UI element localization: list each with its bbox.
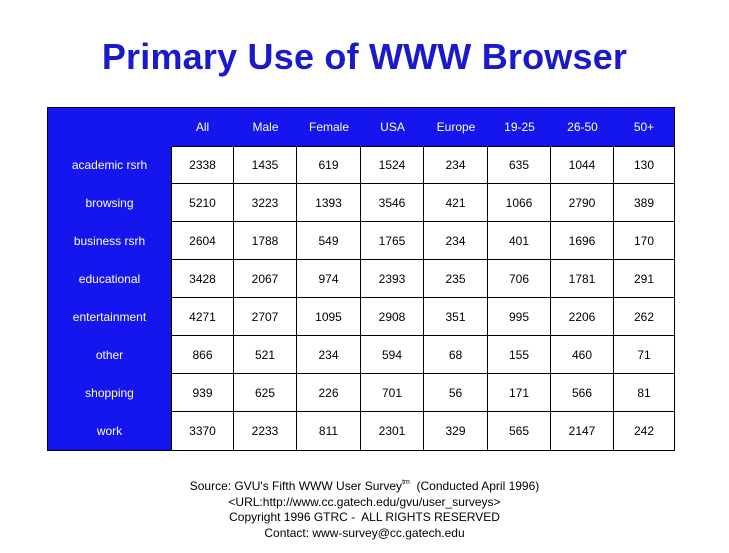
table-cell: 1524 (361, 146, 424, 184)
table-cell: 3223 (234, 184, 297, 222)
table-cell: 2067 (234, 260, 297, 298)
page-title: Primary Use of WWW Browser (101, 36, 628, 77)
table-cell: 2301 (361, 412, 424, 450)
table-cell: 1765 (361, 222, 424, 260)
table-cell: 565 (488, 412, 551, 450)
table-cell: 234 (297, 336, 361, 374)
table-cell: 2908 (361, 298, 424, 336)
table-cell: 56 (424, 374, 488, 412)
table-cell: 81 (614, 374, 674, 412)
table-cell: 2147 (551, 412, 614, 450)
table-cell: 234 (424, 222, 488, 260)
table-cell: 170 (614, 222, 674, 260)
table-cell: 2233 (234, 412, 297, 450)
table-cell: 5210 (171, 184, 234, 222)
column-header: Europe (436, 120, 476, 134)
table-cell: 291 (614, 260, 674, 298)
table-cell: 171 (488, 374, 551, 412)
table-cell: 3370 (171, 412, 234, 450)
url-line: <URL:http://www.cc.gatech.edu/gvu/user_surveys> (228, 494, 501, 509)
table-cell: 235 (424, 260, 488, 298)
table-cell: 1066 (488, 184, 551, 222)
table-cell: 635 (488, 146, 551, 184)
copyright-line: Copyright 1996 GTRC - ALL RIGHTS RESERVED (229, 510, 500, 524)
trademark-mark: tm (402, 479, 410, 486)
row-label: other (95, 348, 124, 362)
table-cell: 866 (171, 336, 234, 374)
table-cell: 594 (361, 336, 424, 374)
table-cell: 1781 (551, 260, 614, 298)
table-cell: 401 (488, 222, 551, 260)
table-cell: 1095 (297, 298, 361, 336)
contact-line: Contact: www-survey@cc.gatech.edu (264, 525, 465, 540)
table-cell: 521 (234, 336, 297, 374)
row-label: entertainment (72, 310, 147, 324)
table-cell: 262 (614, 298, 674, 336)
table-cell: 3546 (361, 184, 424, 222)
column-header: 50+ (633, 120, 655, 134)
table-cell: 226 (297, 374, 361, 412)
table-cell: 155 (488, 336, 551, 374)
conducted-text: (Conducted April 1996) (409, 479, 540, 493)
table-cell: 625 (234, 374, 297, 412)
table-cell: 3428 (171, 260, 234, 298)
table-cell: 2206 (551, 298, 614, 336)
table-cell: 68 (424, 336, 488, 374)
row-label: business rsrh (73, 234, 146, 248)
table-cell: 1435 (234, 146, 297, 184)
table-cell: 549 (297, 222, 361, 260)
data-table (47, 107, 675, 451)
table-cell: 1788 (234, 222, 297, 260)
source-line (0, 475, 729, 495)
source-text: Source: GVU's Fifth WWW User Survey (189, 479, 403, 493)
table-cell: 329 (424, 412, 488, 450)
table-cell: 421 (424, 184, 488, 222)
table-cell: 71 (614, 336, 674, 374)
table-cell: 974 (297, 260, 361, 298)
table-cell: 706 (488, 260, 551, 298)
column-header: Male (252, 120, 279, 134)
table-cell: 939 (171, 374, 234, 412)
table-cell: 351 (424, 298, 488, 336)
row-label: educational (78, 272, 141, 286)
table-cell: 130 (614, 146, 674, 184)
column-header: 26-50 (567, 120, 598, 134)
table-cell: 2604 (171, 222, 234, 260)
table-cell: 389 (614, 184, 674, 222)
table-cell: 995 (488, 298, 551, 336)
row-label: browsing (85, 196, 134, 210)
table-cell: 1696 (551, 222, 614, 260)
table-cell: 2338 (171, 146, 234, 184)
table-cell: 1393 (297, 184, 361, 222)
row-label: shopping (85, 386, 134, 400)
table-cell: 701 (361, 374, 424, 412)
column-header: 19-25 (504, 120, 535, 134)
column-header: USA (380, 120, 405, 134)
column-header: Female (308, 120, 349, 134)
table-cell: 566 (551, 374, 614, 412)
table-cell: 1044 (551, 146, 614, 184)
table-cell: 2707 (234, 298, 297, 336)
row-label: academic rsrh (71, 158, 148, 172)
column-header: All (195, 120, 210, 134)
table-cell: 2393 (361, 260, 424, 298)
table-cell: 811 (297, 412, 361, 450)
table-cell: 2790 (551, 184, 614, 222)
row-label: work (96, 424, 123, 438)
table-cell: 460 (551, 336, 614, 374)
footer (0, 475, 729, 541)
table-cell: 242 (614, 412, 674, 450)
table-cell: 619 (297, 146, 361, 184)
table-cell: 234 (424, 146, 488, 184)
table-cell: 4271 (171, 298, 234, 336)
